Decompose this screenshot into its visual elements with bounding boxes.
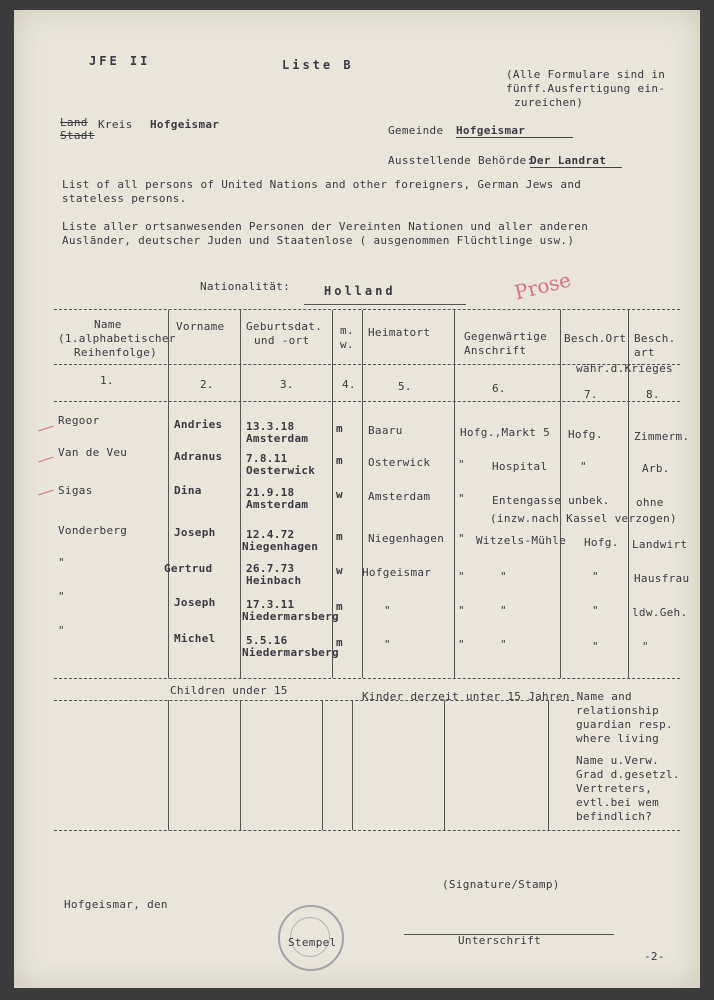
column-header-besch-ort-line-1: Besch.Ort bbox=[564, 332, 627, 345]
guardian-de-line-1: Name u.Verw. bbox=[576, 754, 660, 767]
cell-vorname: Andries bbox=[174, 418, 223, 431]
column-number-2: 2. bbox=[200, 378, 214, 391]
column-header-besch-art-line-2: art bbox=[634, 346, 655, 359]
stadt-label: Stadt bbox=[60, 129, 95, 142]
cell-besch-art: " bbox=[642, 640, 649, 653]
cell-geb-date: 13.3.18 bbox=[246, 420, 295, 433]
cell-geb-ort: Niedermarsberg bbox=[242, 646, 339, 659]
cell-geb-ort: Oesterwick bbox=[246, 464, 316, 477]
cell-besch-art: Hausfrau bbox=[634, 572, 690, 585]
children-top-rule bbox=[54, 700, 574, 701]
instruction-line-2: fünff.Ausfertigung ein- bbox=[506, 82, 666, 95]
cell-besch-art: Zimmerm. bbox=[634, 430, 690, 443]
cell-anschrift-ditto: " bbox=[458, 458, 465, 471]
cell-heimatort: Amsterdam bbox=[368, 490, 431, 503]
cell-note: (inzw.nach Kassel verzogen) bbox=[490, 512, 677, 525]
cell-besch-ort: Hofg. bbox=[584, 536, 619, 549]
land-label: Land bbox=[60, 116, 88, 129]
cell-besch-art: ldw.Geh. bbox=[632, 606, 688, 619]
red-annotation: Prose bbox=[511, 267, 574, 305]
cell-sex: m bbox=[336, 600, 343, 613]
intro-de-line-1: Liste aller ortsanwesenden Personen der Vereinten Nationen und aller anderen bbox=[62, 220, 589, 233]
cell-vorname: Adranus bbox=[174, 450, 223, 463]
cell-geb-ort: Amsterdam bbox=[246, 432, 309, 445]
column-header-geburt-line-2: und -ort bbox=[254, 334, 310, 347]
guardian-de-line-5: befindlich? bbox=[576, 810, 653, 823]
cell-geb-ort: Niegenhagen bbox=[242, 540, 319, 553]
signature-label-de: Unterschrift bbox=[458, 934, 542, 947]
group-label: JFE II bbox=[89, 54, 151, 68]
behoerde-label: Ausstellende Behörde: bbox=[388, 154, 534, 167]
cell-name: Regoor bbox=[58, 414, 100, 427]
cell-geb-date: 5.5.16 bbox=[246, 634, 288, 647]
cell-besch-art: ohne bbox=[636, 496, 664, 509]
column-number-5: 5. bbox=[398, 380, 412, 393]
cell-vorname: Dina bbox=[174, 484, 202, 497]
children-col-divider-4 bbox=[352, 700, 353, 830]
cell-geb-date: 26.7.73 bbox=[246, 562, 295, 575]
column-header-anschrift-line-1: Gegenwärtige bbox=[464, 330, 548, 343]
cell-sex: m bbox=[336, 530, 343, 543]
cell-besch-ort: Hofg. bbox=[568, 428, 603, 441]
cell-heimatort: Osterwick bbox=[368, 456, 431, 469]
children-col-divider-3 bbox=[322, 700, 323, 830]
cell-geb-date: 7.8.11 bbox=[246, 452, 288, 465]
cell-geb-ort: Amsterdam bbox=[246, 498, 309, 511]
cell-anschrift: Hofg.,Markt 5 bbox=[460, 426, 550, 439]
cell-vorname: Michel bbox=[174, 632, 216, 645]
signature-label-en: (Signature/Stamp) bbox=[442, 878, 560, 891]
cell-geb-ort: Heinbach bbox=[246, 574, 302, 587]
nationality-value: Holland bbox=[324, 284, 396, 298]
guardian-en-line-3: where living bbox=[576, 732, 660, 745]
cell-anschrift: " bbox=[500, 604, 507, 617]
column-number-4: 4. bbox=[342, 378, 356, 391]
column-header-anschrift-line-2: Anschrift bbox=[464, 344, 527, 357]
children-col-divider-6 bbox=[548, 700, 549, 830]
guardian-en-line-1: relationship bbox=[576, 704, 660, 717]
column-number-3: 3. bbox=[280, 378, 294, 391]
page-number: -2- bbox=[644, 950, 665, 963]
column-header-sex-line-2: w. bbox=[340, 338, 354, 351]
column-header-name-line-3: Reihenfolge) bbox=[74, 346, 158, 359]
cell-sex: m bbox=[336, 422, 343, 435]
cell-name: Vonderberg bbox=[58, 524, 128, 537]
cell-anschrift-ditto: " bbox=[458, 532, 465, 545]
red-check-mark bbox=[38, 490, 54, 496]
nationality-underline bbox=[304, 304, 466, 305]
children-col-divider-2 bbox=[240, 700, 241, 830]
cell-name: " bbox=[58, 590, 65, 603]
cell-heimatort: Niegenhagen bbox=[368, 532, 445, 545]
cell-name: " bbox=[58, 624, 65, 637]
red-check-mark bbox=[38, 457, 54, 463]
column-header-besch-art-line-1: Besch. bbox=[634, 332, 676, 345]
instruction-line-3: zureichen) bbox=[514, 96, 584, 109]
cell-name: Van de Veu bbox=[58, 446, 128, 459]
kreis-label: Kreis bbox=[98, 118, 133, 131]
children-col-divider-1 bbox=[168, 700, 169, 830]
cell-besch-art: Landwirt bbox=[632, 538, 688, 551]
guardian-de-line-4: evtl.bei wem bbox=[576, 796, 660, 809]
col-divider-4 bbox=[362, 310, 363, 678]
cell-besch-ort: " bbox=[592, 604, 599, 617]
red-check-mark bbox=[38, 426, 54, 432]
table-number-rule bbox=[54, 401, 680, 402]
cell-geb-date: 12.4.72 bbox=[246, 528, 295, 541]
children-col-divider-5 bbox=[444, 700, 445, 830]
cell-heimatort: " bbox=[384, 604, 391, 617]
column-header-name-line-2: (1.alphabetischer bbox=[58, 332, 176, 345]
intro-de-line-2: Ausländer, deutscher Juden und Staatenlose ( ausgenommen Flüchtlinge usw.) bbox=[62, 234, 575, 247]
cell-geb-date: 17.3.11 bbox=[246, 598, 295, 611]
list-title: Liste B bbox=[282, 58, 354, 72]
children-label-en: Children under 15 bbox=[170, 684, 288, 697]
cell-name: " bbox=[58, 556, 65, 569]
gemeinde-value: Hofgeismar bbox=[456, 124, 573, 138]
cell-anschrift: Entengasse unbek. bbox=[492, 494, 610, 507]
column-header-heimatort: Heimatort bbox=[368, 326, 431, 339]
cell-anschrift: " bbox=[500, 638, 507, 651]
nationality-label: Nationalität: bbox=[200, 280, 290, 293]
column-header-sex-line-1: m. bbox=[340, 324, 354, 337]
stamp-label: Stempel bbox=[288, 936, 337, 949]
document-page bbox=[14, 10, 700, 988]
children-bottom-rule bbox=[54, 830, 680, 831]
gemeinde-label: Gemeinde bbox=[388, 124, 444, 137]
cell-besch-art: Arb. bbox=[642, 462, 670, 475]
place-date-label: Hofgeismar, den bbox=[64, 898, 168, 911]
col-divider-5 bbox=[454, 310, 455, 678]
cell-geb-date: 21.9.18 bbox=[246, 486, 295, 499]
cell-anschrift: " bbox=[500, 570, 507, 583]
cell-vorname: Joseph bbox=[174, 596, 216, 609]
cell-besch-ort: " bbox=[592, 570, 599, 583]
intro-en-line-1: List of all persons of United Nations and other foreigners, German Jews and bbox=[62, 178, 582, 191]
cell-vorname: Gertrud bbox=[164, 562, 213, 575]
column-header-geburt-line-1: Geburtsdat. bbox=[246, 320, 323, 333]
guardian-de-line-2: Grad d.gesetzl. bbox=[576, 768, 680, 781]
cell-anschrift-ditto: " bbox=[458, 570, 465, 583]
table-top-rule bbox=[54, 309, 680, 310]
guardian-en-line-2: guardian resp. bbox=[576, 718, 673, 731]
column-header-name-line-1: Name bbox=[94, 318, 122, 331]
behoerde-value: Der Landrat bbox=[530, 154, 622, 168]
col-divider-2 bbox=[240, 310, 241, 678]
cell-anschrift: Witzels-Mühle bbox=[476, 534, 566, 547]
children-label-de: Kinder derzeit unter 15 Jahren Name and bbox=[362, 690, 632, 703]
kreis-value: Hofgeismar bbox=[150, 118, 220, 131]
column-number-8: 8. bbox=[646, 388, 660, 401]
column-number-7: 7. bbox=[584, 388, 598, 401]
col-divider-1 bbox=[168, 310, 169, 678]
cell-besch-ort: " bbox=[580, 460, 587, 473]
cell-heimatort: " bbox=[384, 638, 391, 651]
cell-anschrift-ditto: " bbox=[458, 638, 465, 651]
cell-heimatort: Hofgeismar bbox=[362, 566, 432, 579]
cell-sex: w bbox=[336, 564, 343, 577]
column-header-vorname: Vorname bbox=[176, 320, 225, 333]
column-number-6: 6. bbox=[492, 382, 506, 395]
cell-vorname: Joseph bbox=[174, 526, 216, 539]
intro-en-line-2: stateless persons. bbox=[62, 192, 187, 205]
cell-anschrift-ditto: " bbox=[458, 492, 465, 505]
instruction-line-1: (Alle Formulare sind in bbox=[506, 68, 666, 81]
column-header-besch-ort-line-2: währ.d.Krieges bbox=[576, 362, 673, 375]
cell-sex: m bbox=[336, 454, 343, 467]
cell-sex: w bbox=[336, 488, 343, 501]
cell-geb-ort: Niedermarsberg bbox=[242, 610, 339, 623]
cell-besch-ort: " bbox=[592, 640, 599, 653]
cell-sex: m bbox=[336, 636, 343, 649]
cell-heimatort: Baaru bbox=[368, 424, 403, 437]
table-bottom-rule bbox=[54, 678, 680, 679]
column-number-1: 1. bbox=[100, 374, 114, 387]
cell-anschrift-ditto: " bbox=[458, 604, 465, 617]
guardian-de-line-3: Vertreters, bbox=[576, 782, 653, 795]
cell-anschrift: Hospital bbox=[492, 460, 548, 473]
cell-name: Sigas bbox=[58, 484, 93, 497]
